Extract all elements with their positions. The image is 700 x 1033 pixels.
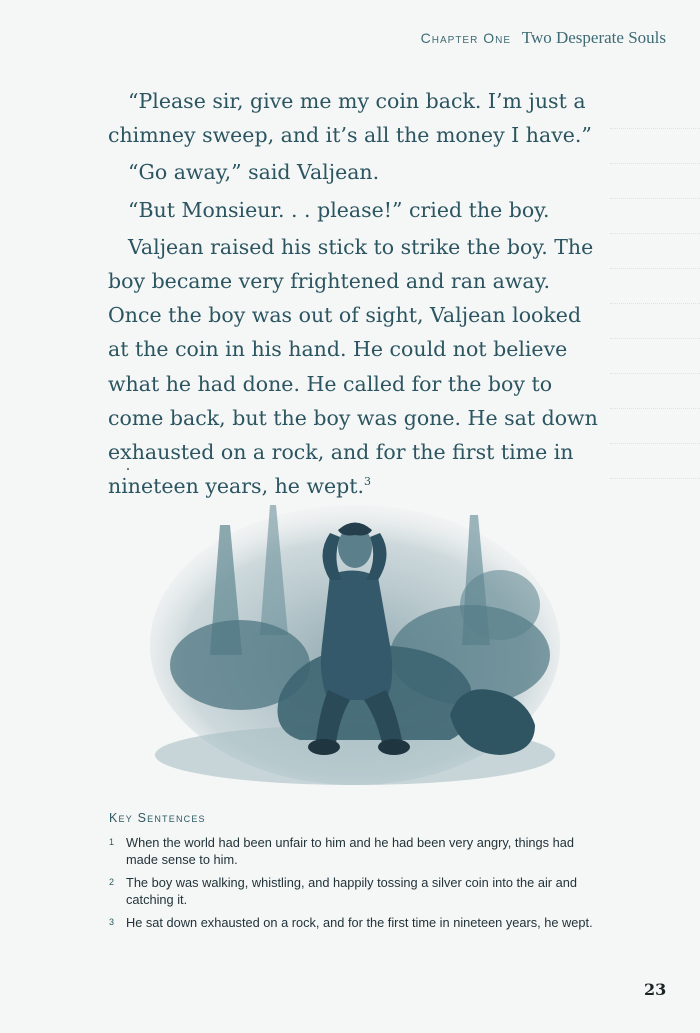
key-sentence-text: He sat down exhausted on a rock, and for the first time in nineteen years, he wept. (126, 915, 593, 930)
paragraph: “Go away,” said Valjean. (128, 160, 380, 185)
paragraph-text: Valjean raised his stick to strike the boy. The boy became very frightened and ran away. Once the boy was out of sight, Valjean looked at the coin in his hand. He could not believe what he had done. He called for the boy to come back, but the boy was gone. He sat down exhausted on a rock, and for the first time in nineteen years, he wept. (108, 234, 598, 499)
chapter-title: Two Desperate Souls (521, 28, 666, 47)
stray-dot (127, 468, 129, 470)
key-sentence-text: The boy was walking, whistling, and happily tossing a silver coin into the air and catching it. (126, 875, 577, 907)
paragraph: “But Monsieur. . . please!” cried the boy. (128, 197, 550, 222)
key-sentence-number: 1 (109, 837, 115, 847)
page-number: 23 (644, 980, 667, 999)
key-sentences-list (109, 835, 594, 939)
footnote-marker: 3 (364, 475, 372, 489)
key-sentence-text: When the world had been unfair to him and he had been very angry, things had made sense to him. (126, 835, 574, 867)
paragraph (108, 230, 598, 504)
chapter-label: Chapter One (420, 30, 511, 46)
key-sentence-number: 3 (109, 917, 115, 927)
key-sentence-item (109, 915, 594, 932)
margin-ruled-lines (610, 94, 700, 479)
man-on-rock-illustration (150, 485, 560, 785)
key-sentence-item (109, 875, 594, 908)
story-text (108, 84, 598, 503)
key-sentences-title: Key Sentences (109, 811, 206, 825)
key-sentence-item (109, 835, 594, 868)
paragraph: “Please sir, give me my coin back. I’m just a chimney sweep, and it’s all the money I have.” (108, 89, 592, 148)
running-header (421, 28, 666, 48)
key-sentence-number: 2 (109, 877, 115, 887)
